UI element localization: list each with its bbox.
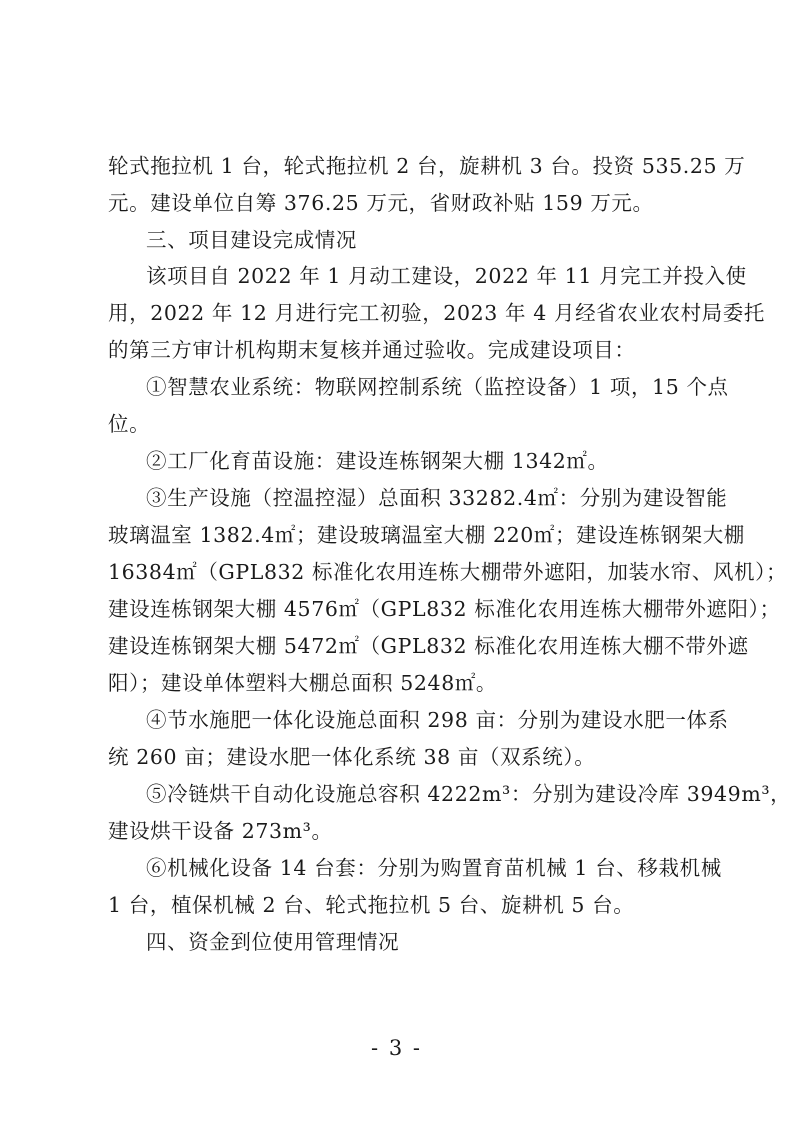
list-item-6: ⑥机械化设备 14 台套：分别为购置育苗机械 1 台、移栽机械 [146,856,722,880]
list-item-3-cont: 建设连栋钢架大棚 4576㎡（GPL832 标准化农用连栋大棚带外遮阳）； [108,597,781,621]
paragraph-line: 该项目自 2022 年 1 月动工建设，2022 年 11 月完工并投入使 [146,264,747,288]
list-item-3: ③生产设施（控温控湿）总面积 33282.4㎡：分别为建设智能 [146,486,728,510]
list-item-4: ④节水施肥一体化设施总面积 298 亩：分别为建设水肥一体系 [146,708,729,732]
list-item-3-cont: 16384㎡（GPL832 标准化农用连栋大棚带外遮阳，加装水帘、风机）； [108,560,788,584]
list-item-5-cont: 建设烘干设备 273m³。 [108,819,333,843]
text-line: 元。建设单位自筹 376.25 万元，省财政补贴 159 万元。 [108,191,654,215]
paragraph-line: 的第三方审计机构期末复核并通过验收。完成建设项目： [108,338,636,362]
list-item-3-cont: 建设连栋钢架大棚 5472㎡（GPL832 标准化农用连栋大棚不带外遮 [108,634,749,658]
list-item-4-cont: 统 260 亩；建设水肥一体化系统 38 亩（双系统）。 [108,745,596,769]
section-heading: 四、资金到位使用管理情况 [146,930,400,954]
text-line: 轮式拖拉机 1 台，轮式拖拉机 2 台，旋耕机 3 台。投资 535.25 万 [108,154,746,178]
list-item-3-cont: 阳）；建设单体塑料大棚总面积 5248㎡。 [108,671,498,695]
paragraph-line: 用，2022 年 12 月进行完工初验，2023 年 4 月经省农业农村局委托 [108,301,765,325]
list-item-5: ⑤冷链烘干自动化设施总容积 4222m³：分别为建设冷库 3949m³， [146,782,792,806]
section-heading: 三、项目建设完成情况 [146,228,357,252]
list-item-1: ①智慧农业系统：物联网控制系统（监控设备）1 项，15 个点 [146,375,729,399]
list-item-2: ②工厂化育苗设施：建设连栋钢架大棚 1342㎡。 [146,449,609,473]
list-item-3-cont: 玻璃温室 1382.4㎡；建设玻璃温室大棚 220㎡；建设连栋钢架大棚 [108,523,745,547]
list-item-6-cont: 1 台，植保机械 2 台、轮式拖拉机 5 台、旋耕机 5 台。 [108,893,635,917]
list-item-1-cont: 位。 [108,412,151,436]
page-number: - 3 - [371,1036,422,1060]
